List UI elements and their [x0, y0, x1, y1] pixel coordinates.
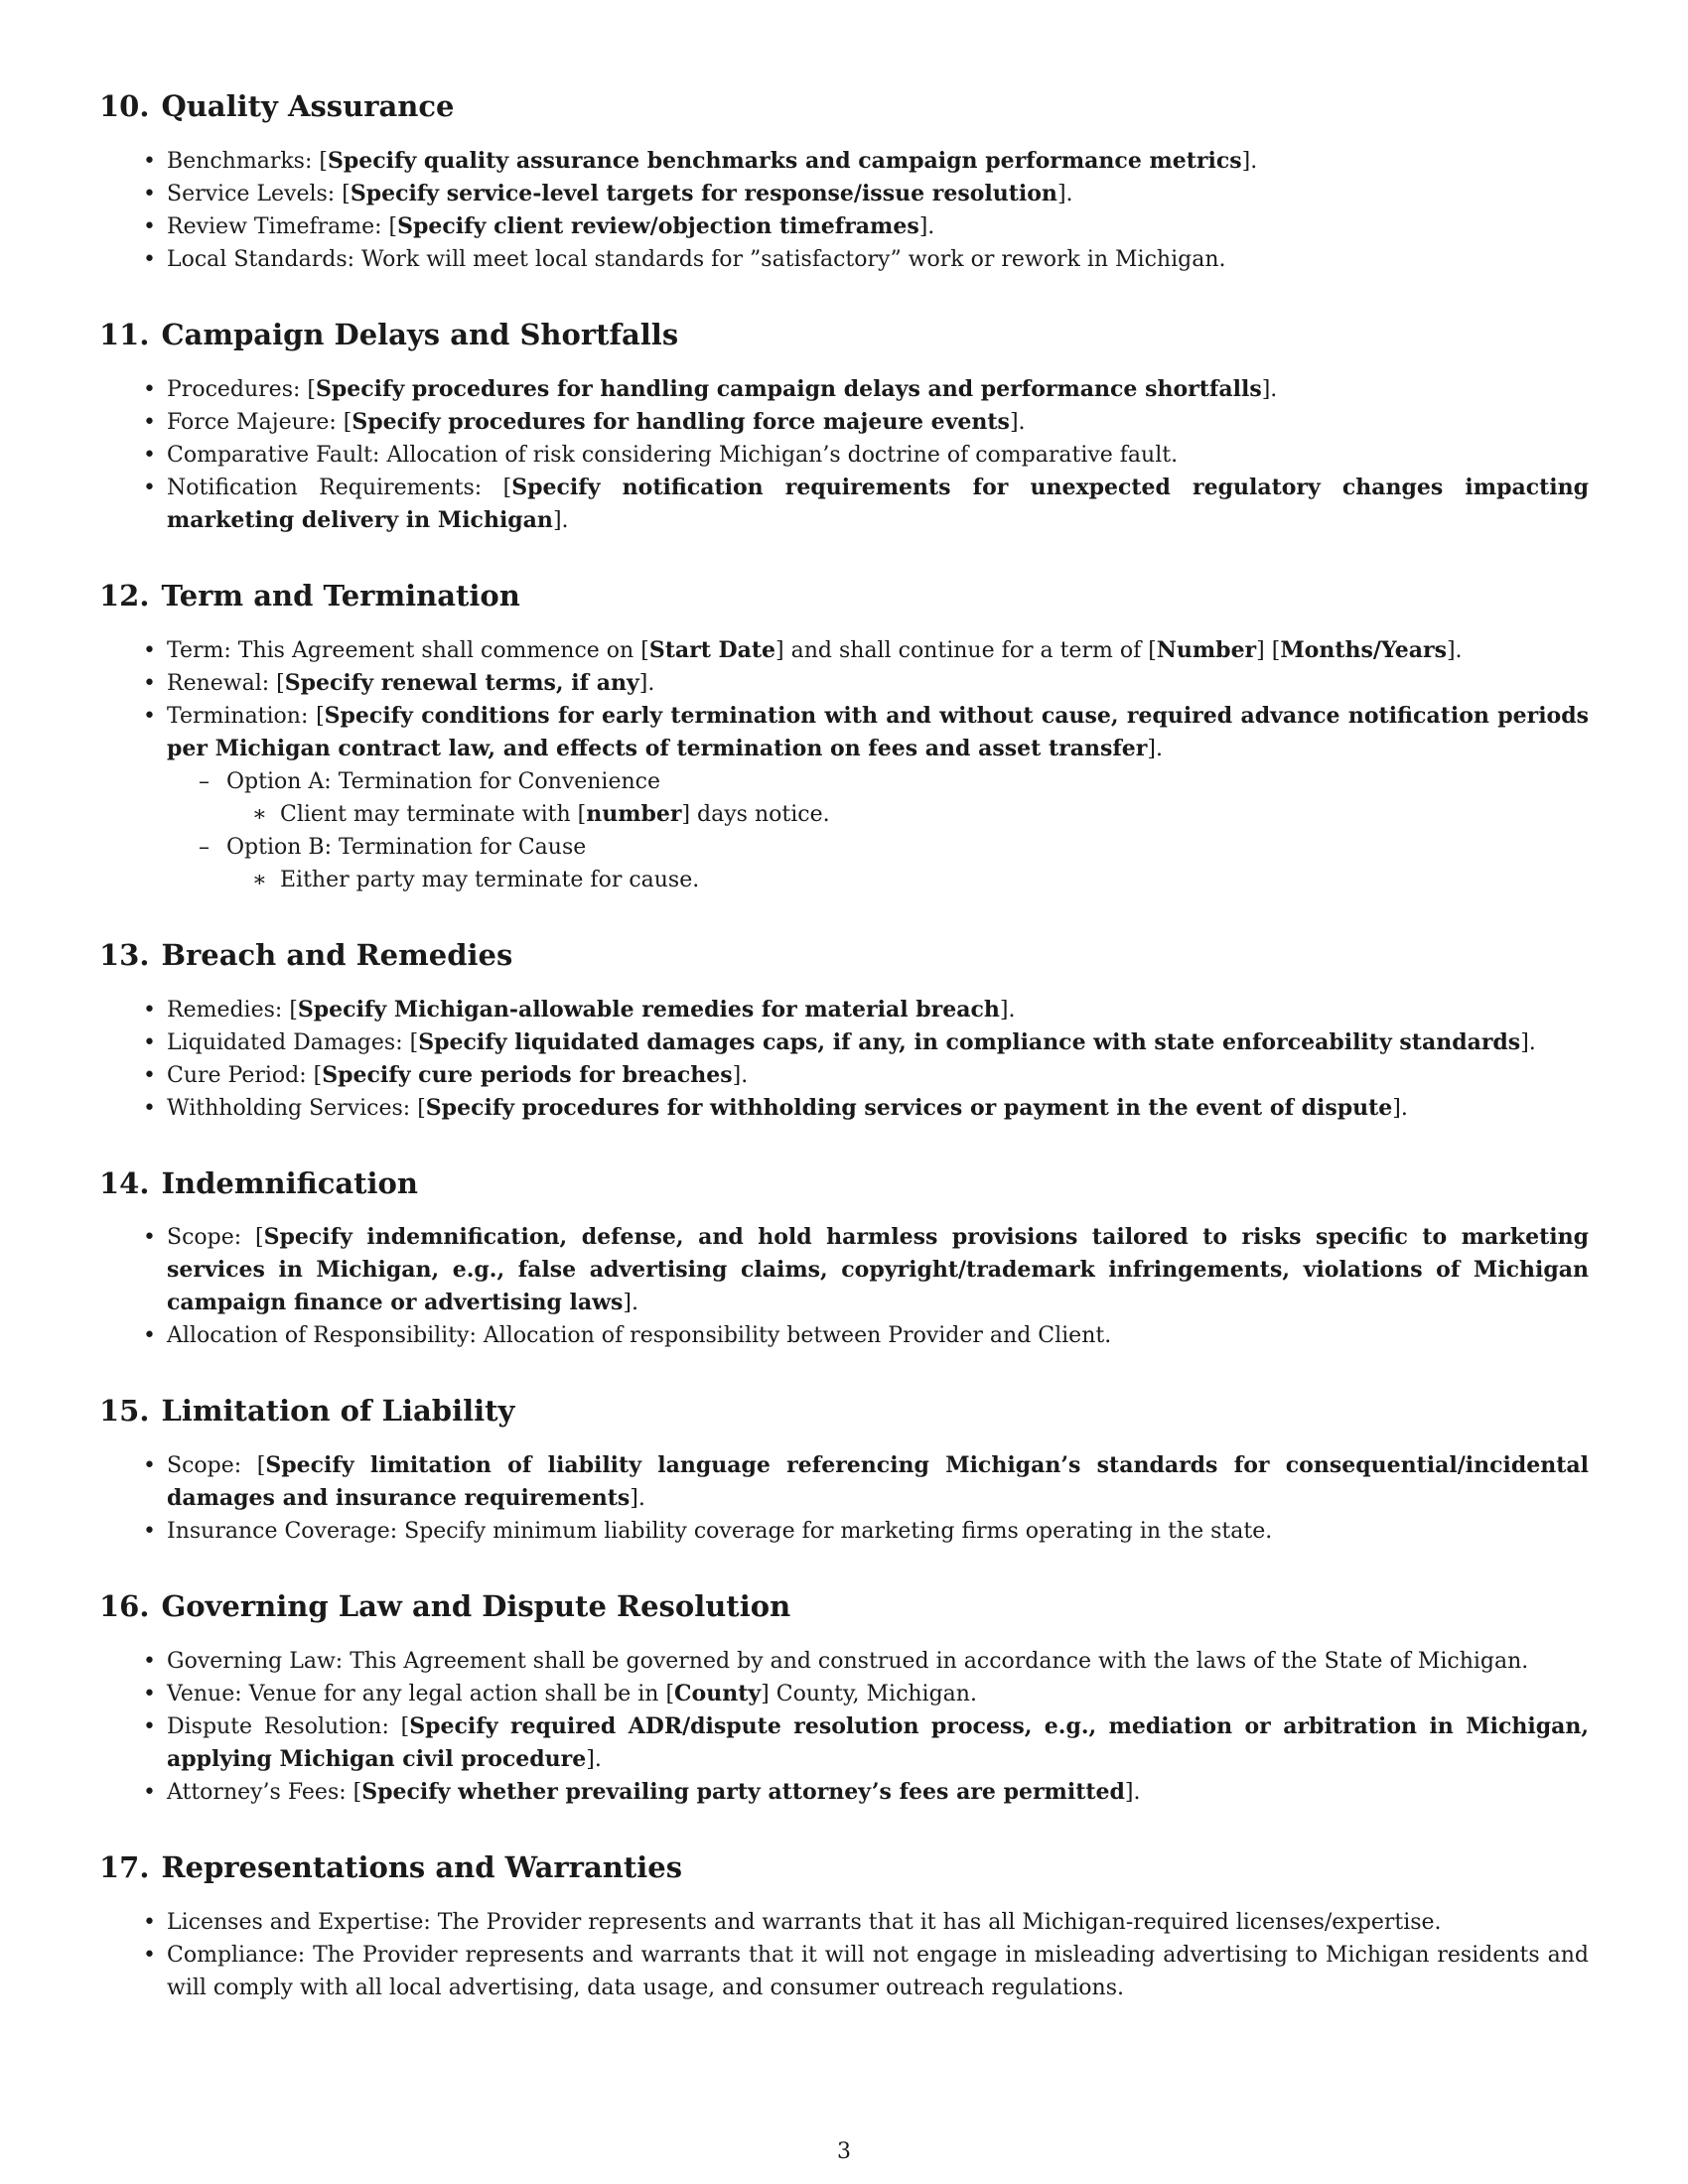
list-item-renewal: • Renewal: [Specify renewal terms, if any].: [167, 667, 1589, 700]
list-item-scope: • Scope: [Specify indemnification, defense, and hold harmless provisions tailored to risks specific to marketing services in Michigan, e.g., false advertising claims, copyright/trademark infringements, violations of Michigan campaign finance or advertising laws].: [167, 1221, 1589, 1319]
list-item-venue: • Venue: Venue for any legal action shall be in [County] County, Michigan.: [167, 1678, 1589, 1710]
list-item-governing-law: • Governing Law: This Agreement shall be governed by and construed in accordance with the laws of the State of Michigan.: [167, 1645, 1589, 1678]
list-item-compliance: • Compliance: The Provider represents and warrants that it will not engage in misleading advertising to Michigan residents and will comply with all local advertising, data usage, and consumer outreach regulations.: [167, 1939, 1589, 2004]
sub-sub-list: [226, 864, 1589, 896]
section-heading: 12. Term and Termination: [99, 578, 520, 613]
sub-sub-item: ∗ Client may terminate with [number] days notice.: [280, 798, 1589, 831]
section-governing-law: [99, 1591, 1589, 1809]
section-heading: 17. Representations and Warranties: [99, 1850, 683, 1885]
list-item-cure-period: • Cure Period: [Specify cure periods for breaches].: [167, 1059, 1589, 1092]
list-item-force-majeure: • Force Majeure: [Specify procedures for handling force majeure events].: [167, 406, 1589, 439]
sub-sub-list: [226, 798, 1589, 831]
list-item-attorneys-fees: • Attorney’s Fees: [Specify whether prevailing party attorney’s fees are permitted].: [167, 1776, 1589, 1809]
section-term-and-termination: [99, 578, 1589, 896]
page-number: 3: [837, 2139, 851, 2164]
sub-item-option-b: – Option B: Termination for Cause ∗ Either party may terminate for cause.: [226, 831, 1589, 896]
list-item-term: • Term: This Agreement shall commence on [Start Date] and shall continue for a term of [Number] [Months/Years].: [167, 634, 1589, 667]
section-campaign-delays: [99, 317, 1589, 537]
section-heading: 15. Limitation of Liability: [99, 1394, 515, 1429]
list-item-allocation: • Allocation of Responsibility: Allocation of responsibility between Provider and Client.: [167, 1319, 1589, 1352]
list-item-remedies: • Remedies: [Specify Michigan-allowable remedies for material breach].: [167, 994, 1589, 1026]
bullet-list: [99, 1906, 1589, 2004]
list-item-scope: • Scope: [Specify limitation of liability language referencing Michigan’s standards for consequential/incidental damages and insurance requirements].: [167, 1449, 1589, 1515]
sub-sub-item: ∗ Either party may terminate for cause.: [280, 864, 1589, 896]
list-item-review-timeframe: • Review Timeframe: [Specify client review/objection timeframes].: [167, 210, 1589, 243]
bullet-list: [99, 1645, 1589, 1809]
section-heading: 13. Breach and Remedies: [99, 937, 513, 972]
bullet-list: [99, 994, 1589, 1125]
list-item-licenses: • Licenses and Expertise: The Provider represents and warrants that it has all Michigan-required licenses/expertise.: [167, 1906, 1589, 1939]
section-heading: 14. Indemnification: [99, 1165, 418, 1200]
list-item-liquidated-damages: • Liquidated Damages: [Specify liquidated damages caps, if any, in compliance with state enforceability standards].: [167, 1026, 1589, 1059]
section-breach-and-remedies: [99, 937, 1589, 1125]
section-heading: 11. Campaign Delays and Shortfalls: [99, 317, 679, 351]
section-representations-warranties: [99, 1852, 1589, 2004]
section-heading: 10. Quality Assurance: [99, 89, 455, 123]
sub-list: [167, 765, 1589, 896]
bullet-list: [99, 634, 1589, 896]
section-quality-assurance: [99, 91, 1589, 276]
list-item-comparative-fault: • Comparative Fault: Allocation of risk considering Michigan’s doctrine of comparative fault.: [167, 439, 1589, 472]
bullet-list: [99, 1221, 1589, 1352]
bullet-list: [99, 145, 1589, 276]
list-item-procedures: • Procedures: [Specify procedures for handling campaign delays and performance shortfalls].: [167, 373, 1589, 406]
section-limitation-of-liability: [99, 1396, 1589, 1548]
list-item-service-levels: • Service Levels: [Specify service-level targets for response/issue resolution].: [167, 178, 1589, 210]
list-item-termination: • Termination: [Specify conditions for early termination with and without cause, required advance notification periods per Michigan contract law, and effects of termination on fees and asset transfer]. – Option A: Termination for Convenience ∗ Client may terminate with [number] days notice. – Option B: Termination for Cause ∗ Either party may terminate for cause.: [167, 700, 1589, 896]
list-item-benchmarks: • Benchmarks: [Specify quality assurance benchmarks and campaign performance metrics].: [167, 145, 1589, 178]
list-item-dispute-resolution: • Dispute Resolution: [Specify required ADR/dispute resolution process, e.g., mediation or arbitration in Michigan, applying Michigan civil procedure].: [167, 1710, 1589, 1776]
section-heading: 16. Governing Law and Dispute Resolution: [99, 1589, 791, 1624]
bullet-list: [99, 373, 1589, 537]
list-item-notification-requirements: • Notification Requirements: [Specify notification requirements for unexpected regulatory changes impacting marketing delivery in Michigan].: [167, 472, 1589, 537]
sub-item-option-a: – Option A: Termination for Convenience ∗ Client may terminate with [number] days notice.: [226, 765, 1589, 831]
list-item-insurance-coverage: • Insurance Coverage: Specify minimum liability coverage for marketing firms operating in the state.: [167, 1515, 1589, 1548]
section-indemnification: [99, 1165, 1589, 1353]
bullet-list: [99, 1449, 1589, 1548]
list-item-local-standards: • Local Standards: Work will meet local standards for ”satisfactory” work or rework in Michigan.: [167, 243, 1589, 276]
document-page: [99, 91, 1589, 2048]
list-item-withholding-services: • Withholding Services: [Specify procedures for withholding services or payment in the event of dispute].: [167, 1092, 1589, 1125]
